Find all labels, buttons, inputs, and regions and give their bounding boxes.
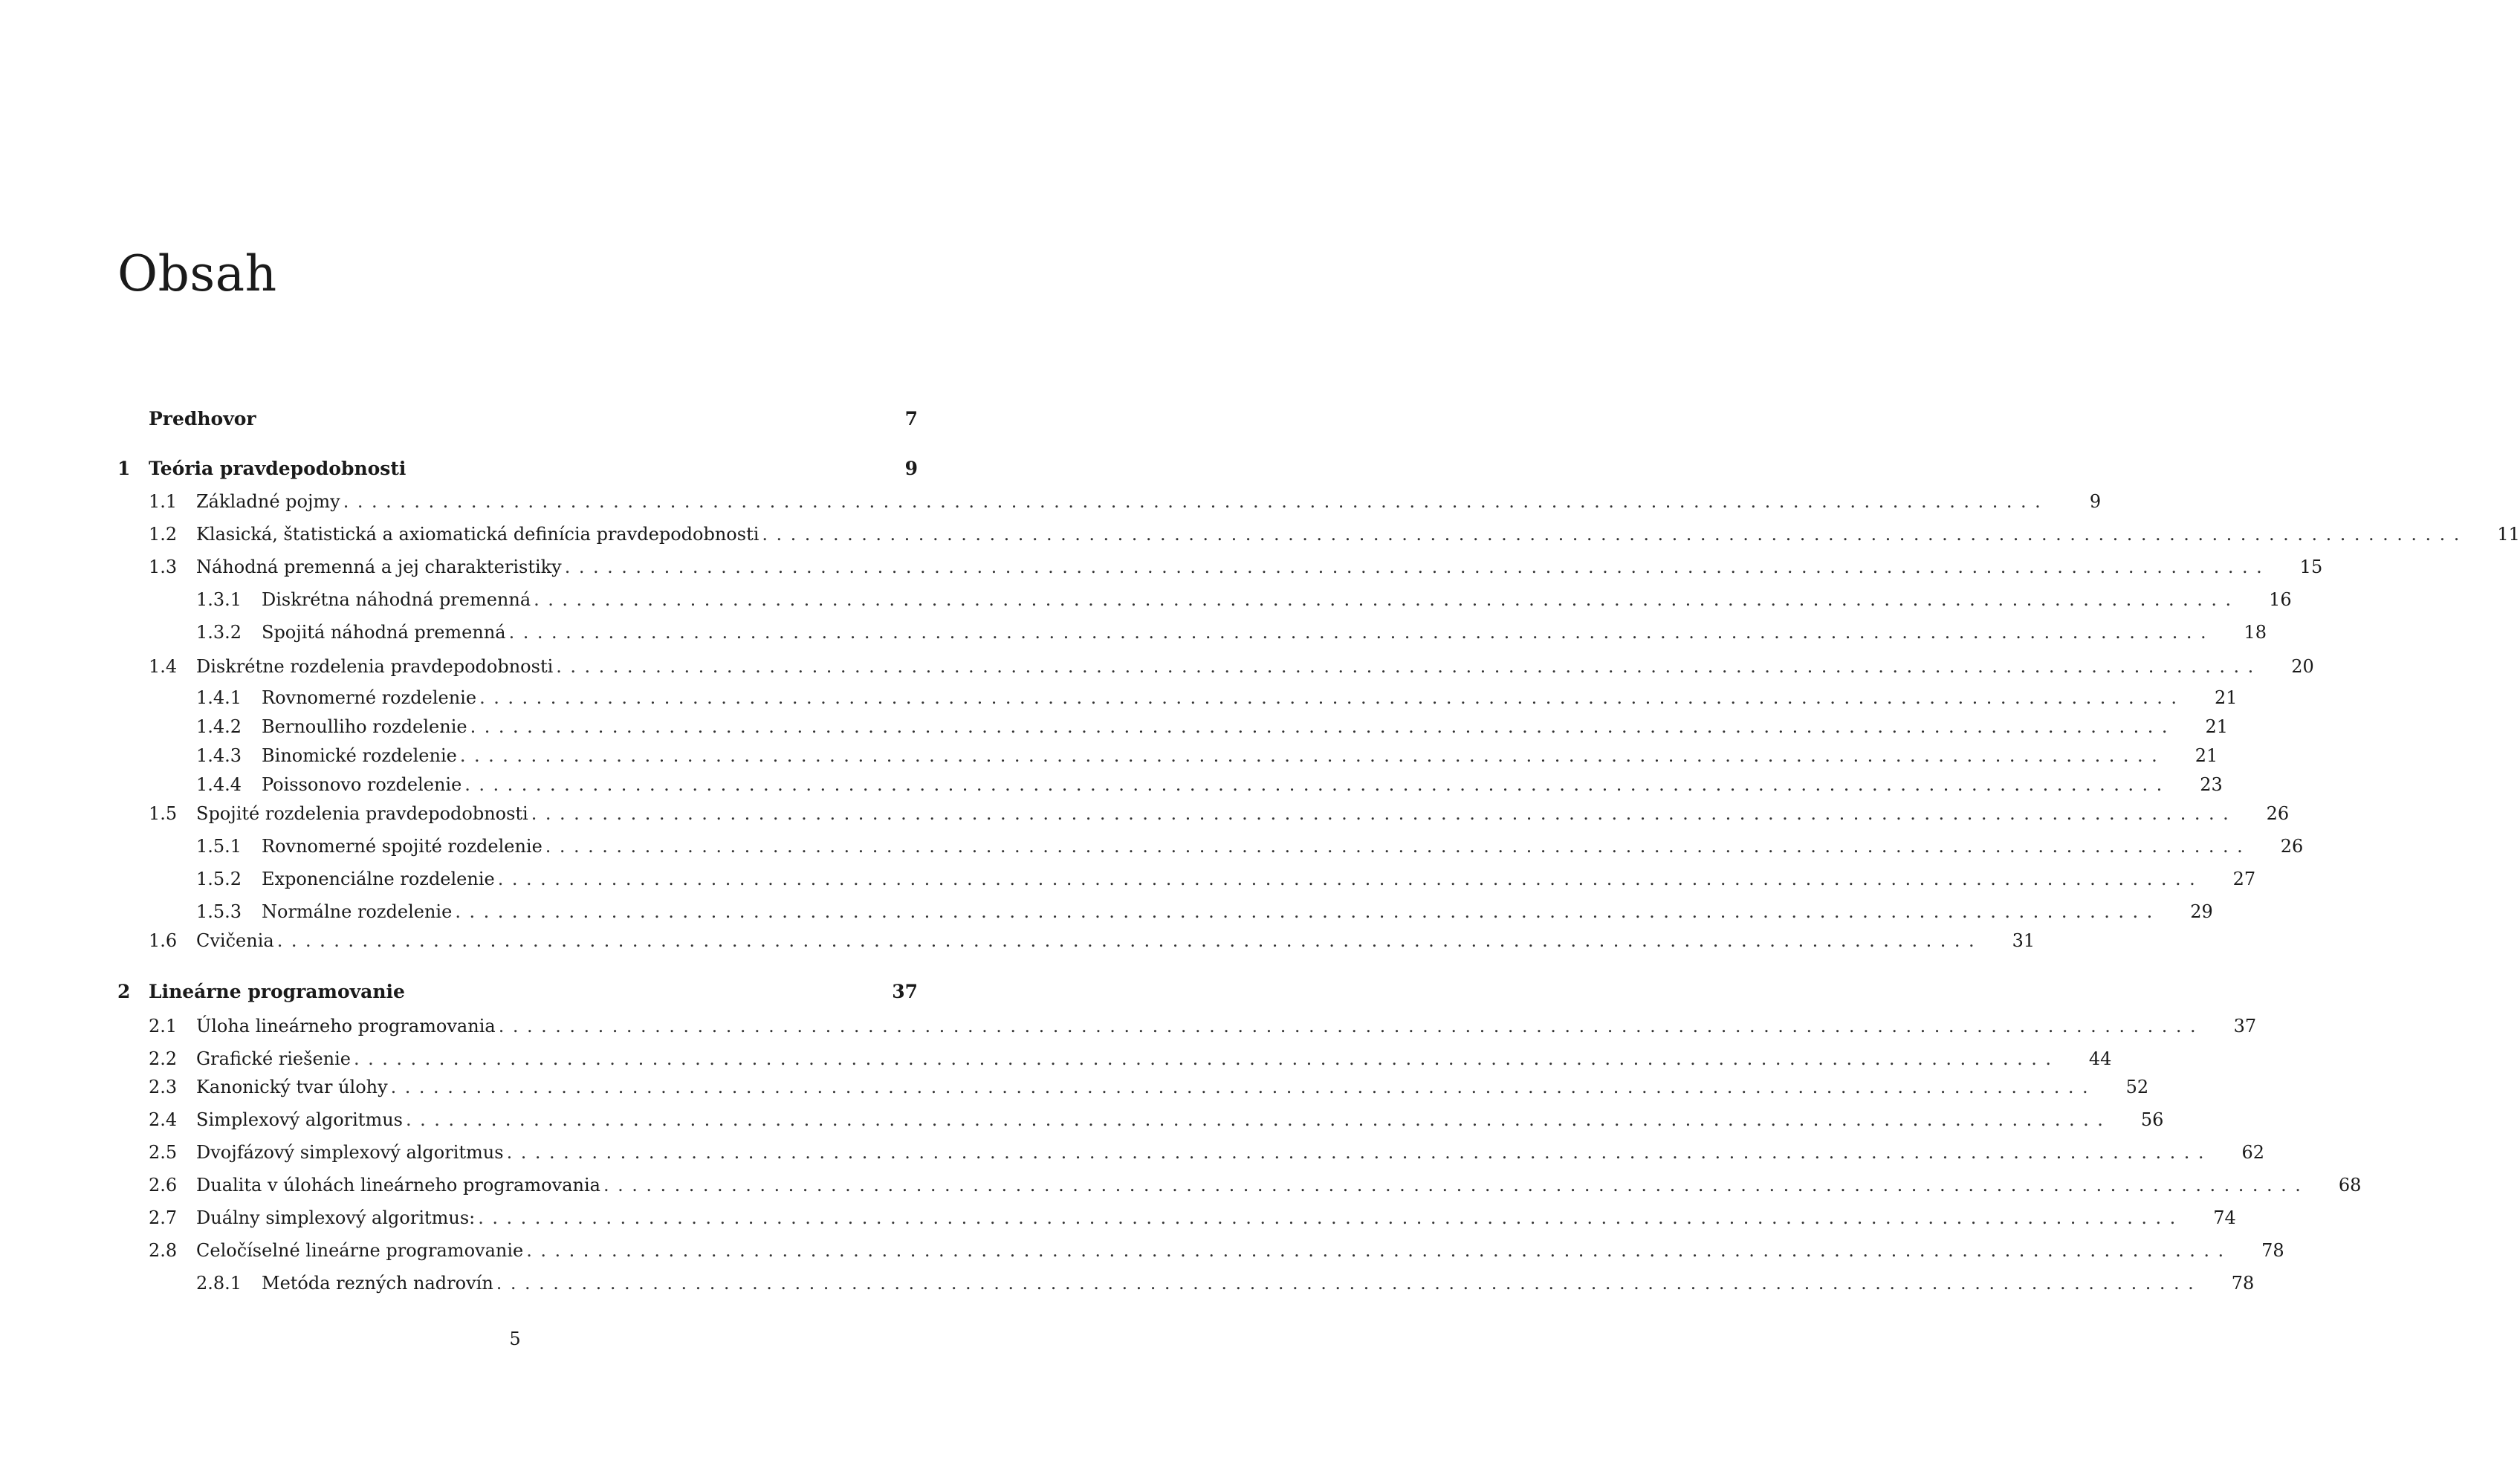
toc-entry-number: 1.4.4 <box>196 774 242 795</box>
toc-entry-number: 1.2 <box>149 524 178 545</box>
toc-leader-dots: ........................................................................................................................ <box>534 589 2240 610</box>
toc-entry-title: Predhovor <box>149 407 256 429</box>
toc-entry-number: 1.6 <box>149 930 178 951</box>
toc-entry-number: 1.4 <box>149 656 178 677</box>
toc-entry-number: 2.8.1 <box>196 1273 242 1294</box>
toc-entry-title: Klasická, štatistická a axiomatická definícia pravdepodobnosti <box>196 524 759 545</box>
toc-entry-title: Duálny simplexový algoritmus: <box>196 1207 476 1228</box>
toc-leader-dots: ........................................................................................................................ <box>353 1048 2060 1069</box>
toc-entry-title: Diskrétna náhodná premenná <box>262 589 531 610</box>
toc-entry-number: 2.4 <box>149 1109 178 1130</box>
toc-leader-dots: ........................................................................................................................ <box>390 1077 2097 1097</box>
toc-subsection-entry[interactable] <box>196 1268 2255 1298</box>
toc-entry-title: Základné pojmy <box>196 491 340 512</box>
toc-leader-dots: ........................................................................................................................ <box>762 524 2468 545</box>
toc-leader-dots: ........................................................................................................................ <box>498 1016 2205 1037</box>
toc-subsection-entry[interactable] <box>196 585 2292 614</box>
toc-leader-dots: ........................................................................................................................ <box>508 622 2215 643</box>
toc-section-entry[interactable] <box>149 1044 2112 1074</box>
toc-section-entry[interactable] <box>149 926 2035 956</box>
toc-entry-page: 15 <box>2299 557 2323 577</box>
toc-entry-title: Metóda rezných nadrovín <box>262 1273 493 1294</box>
toc-section-entry[interactable] <box>149 1236 2284 1265</box>
toc-entry-title: Teória pravdepodobnosti <box>149 457 406 479</box>
toc-entry-title: Dualita v úlohách lineárneho programovania <box>196 1175 600 1196</box>
toc-leader-dots: ........................................................................................................................ <box>506 1142 2213 1163</box>
footer-page-number: 5 <box>509 1329 521 1349</box>
toc-entry-number: 1.5.2 <box>196 869 242 889</box>
toc-leader-dots: ........................................................................................................................ <box>478 1207 2184 1228</box>
toc-section-entry[interactable] <box>149 1105 2164 1135</box>
toc-chapter-entry[interactable] <box>117 403 918 433</box>
toc-leader-dots: ........................................................................................................................ <box>276 930 1983 951</box>
toc-subsection-entry[interactable] <box>196 741 2218 771</box>
toc-entry-page: 26 <box>2280 836 2304 857</box>
toc-entry-page: 78 <box>2231 1273 2255 1294</box>
toc-leader-dots: ........................................................................................................................ <box>343 491 2050 512</box>
toc-entry-title: Rovnomerné spojité rozdelenie <box>262 836 542 857</box>
toc-entry-title: Celočíselné lineárne programovanie <box>196 1240 524 1261</box>
toc-entry-title: Spojitá náhodná premenná <box>262 622 506 643</box>
toc-entry-number: 1.5 <box>149 803 178 824</box>
toc-entry-title: Úloha lineárneho programovania <box>196 1016 496 1037</box>
toc-leader-dots: ........................................................................................................................ <box>497 869 2204 889</box>
toc-entry-title: Bernoulliho rozdelenie <box>262 716 467 737</box>
toc-section-entry[interactable] <box>149 552 2323 582</box>
toc-entry-title: Cvičenia <box>196 930 274 951</box>
toc-section-entry[interactable] <box>149 519 2520 549</box>
toc-entry-number: 2.3 <box>149 1077 178 1097</box>
toc-entry-page: 21 <box>2195 745 2218 766</box>
toc-entry-page: 29 <box>2190 901 2213 922</box>
toc-entry-page: 74 <box>2213 1207 2236 1228</box>
toc-entry-number: 2.2 <box>149 1048 178 1069</box>
toc-entry-number: 1.3 <box>149 557 178 577</box>
toc-entry-number: 1.4.3 <box>196 745 242 766</box>
toc-entry-title: Dvojfázový simplexový algoritmus <box>196 1142 504 1163</box>
toc-entry-title: Exponenciálne rozdelenie <box>262 869 495 889</box>
toc-entry-page: 52 <box>2125 1077 2149 1097</box>
toc-section-entry[interactable] <box>149 1203 2236 1233</box>
toc-entry-page: 9 <box>2089 491 2102 512</box>
toc-entry-title: Simplexový algoritmus <box>196 1109 403 1130</box>
toc-entry-number: 1 <box>117 457 131 479</box>
toc-leader-dots: ........................................................................................................................ <box>459 745 2166 766</box>
toc-entry-number: 1.1 <box>149 491 178 512</box>
toc-section-entry[interactable] <box>149 1170 2362 1200</box>
toc-entry-page: 18 <box>2244 622 2267 643</box>
toc-entry-page: 68 <box>2338 1175 2362 1196</box>
toc-leader-dots: ........................................................................................................................ <box>556 656 2262 677</box>
toc-entry-page: 37 <box>892 980 918 1002</box>
toc-entry-title: Normálne rozdelenie <box>262 901 453 922</box>
toc-entry-title: Náhodná premenná a jej charakteristiky <box>196 557 562 577</box>
toc-leader-dots: ........................................................................................................................ <box>564 557 2271 577</box>
toc-entry-title: Grafické riešenie <box>196 1048 351 1069</box>
toc-entry-title: Kanonický tvar úlohy <box>196 1077 388 1097</box>
toc-entry-page: 23 <box>2200 774 2223 795</box>
toc-entry-page: 27 <box>2232 869 2256 889</box>
toc-subsection-entry[interactable] <box>196 770 2223 799</box>
toc-subsection-entry[interactable] <box>196 864 2256 894</box>
toc-entry-number: 1.5.1 <box>196 836 242 857</box>
toc-chapter-entry[interactable] <box>117 976 918 1006</box>
toc-section-entry[interactable] <box>149 1011 2257 1041</box>
toc-entry-page: 44 <box>2088 1048 2112 1069</box>
toc-entry-page: 62 <box>2241 1142 2265 1163</box>
toc-entry-page: 16 <box>2269 589 2292 610</box>
toc-leader-dots: ........................................................................................................................ <box>526 1240 2232 1261</box>
toc-entry-page: 21 <box>2205 716 2229 737</box>
toc-section-entry[interactable] <box>149 652 2314 681</box>
page-title: Obsah <box>117 245 277 302</box>
toc-chapter-entry[interactable] <box>117 453 918 483</box>
toc-entry-page: 20 <box>2291 656 2314 677</box>
toc-entry-number: 1.4.1 <box>196 687 242 708</box>
toc-leader-dots: ........................................................................................................................ <box>531 803 2238 824</box>
toc-entry-title: Lineárne programovanie <box>149 980 405 1002</box>
toc-leader-dots: ........................................................................................................................ <box>603 1175 2310 1196</box>
toc-entry-page: 11 <box>2497 524 2520 545</box>
toc-entry-page: 26 <box>2266 803 2290 824</box>
toc-entry-page: 21 <box>2214 687 2238 708</box>
toc-entry-number: 1.3.2 <box>196 622 242 643</box>
toc-entry-number: 1.3.1 <box>196 589 242 610</box>
toc-section-entry[interactable] <box>149 1138 2265 1167</box>
toc-entry-page: 31 <box>2012 930 2035 951</box>
toc-entry-number: 2 <box>117 980 131 1002</box>
toc-subsection-entry[interactable] <box>196 617 2267 647</box>
toc-subsection-entry[interactable] <box>196 897 2213 927</box>
toc-entry-title: Diskrétne rozdelenia pravdepodobnosti <box>196 656 554 677</box>
toc-section-entry[interactable] <box>149 1072 2149 1102</box>
toc-leader-dots: ........................................................................................................................ <box>496 1273 2203 1294</box>
toc-entry-page: 78 <box>2261 1240 2284 1261</box>
toc-entry-number: 2.1 <box>149 1016 178 1037</box>
toc-leader-dots: ........................................................................................................................ <box>479 687 2186 708</box>
toc-entry-page: 7 <box>904 407 918 429</box>
toc-entry-title: Binomické rozdelenie <box>262 745 457 766</box>
toc-leader-dots: ........................................................................................................................ <box>464 774 2171 795</box>
toc-entry-number: 2.5 <box>149 1142 178 1163</box>
toc-entry-page: 37 <box>2233 1016 2257 1037</box>
toc-section-entry[interactable] <box>149 799 2290 828</box>
toc-subsection-entry[interactable] <box>196 831 2304 861</box>
toc-subsection-entry[interactable] <box>196 683 2238 713</box>
toc-entry-number: 2.7 <box>149 1207 178 1228</box>
toc-entry-title: Spojité rozdelenia pravdepodobnosti <box>196 803 528 824</box>
toc-leader-dots: ........................................................................................................................ <box>455 901 2161 922</box>
toc-leader-dots: ........................................................................................................................ <box>405 1109 2112 1130</box>
toc-leader-dots: ........................................................................................................................ <box>545 836 2252 857</box>
toc-subsection-entry[interactable] <box>196 712 2229 742</box>
toc-entry-page: 56 <box>2140 1109 2164 1130</box>
toc-entry-page: 9 <box>904 457 918 479</box>
toc-section-entry[interactable] <box>149 487 2102 516</box>
toc-entry-number: 2.8 <box>149 1240 178 1261</box>
toc-entry-number: 1.4.2 <box>196 716 242 737</box>
toc-leader-dots: ........................................................................................................................ <box>470 716 2177 737</box>
toc-entry-title: Rovnomerné rozdelenie <box>262 687 477 708</box>
toc-entry-title: Poissonovo rozdelenie <box>262 774 462 795</box>
toc-entry-number: 1.5.3 <box>196 901 242 922</box>
toc-entry-number: 2.6 <box>149 1175 178 1196</box>
